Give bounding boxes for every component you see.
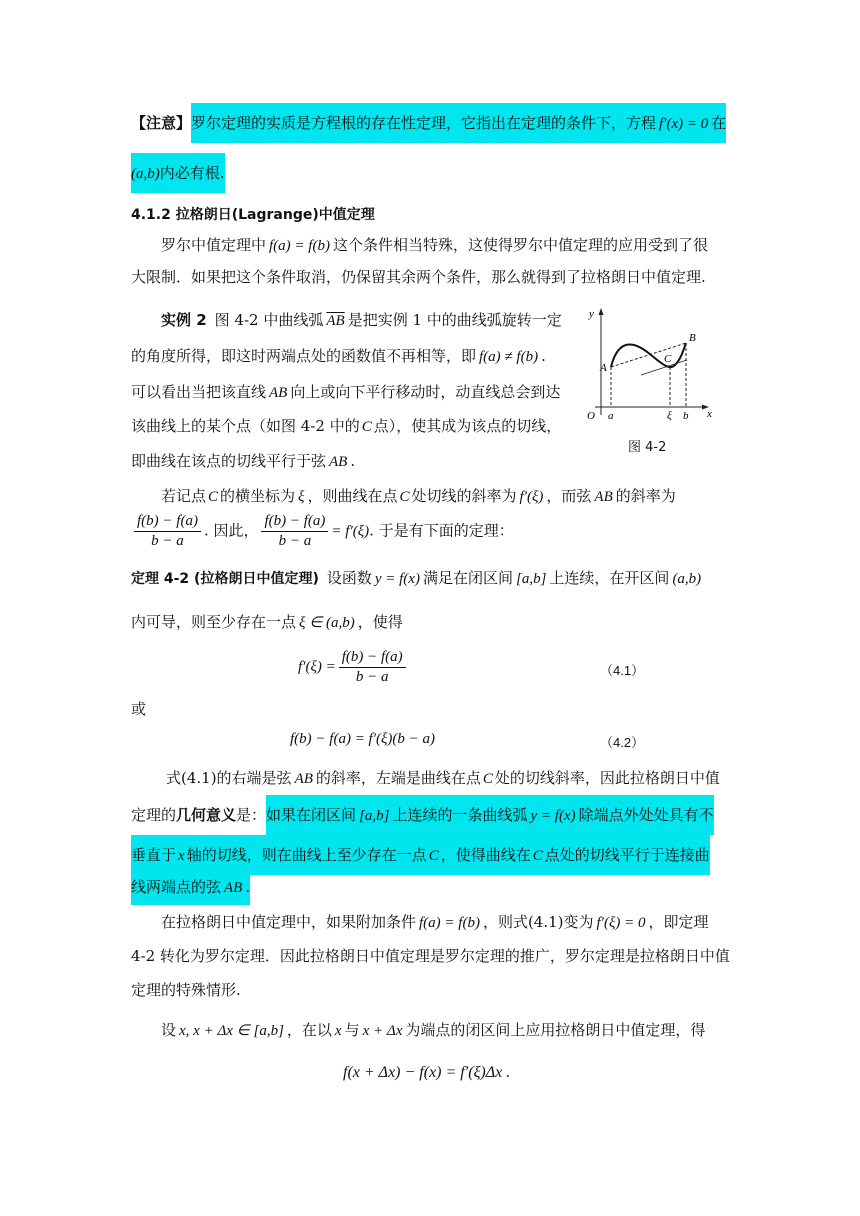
theorem-label: 定理 4-2 (拉格朗日中值定理): [131, 571, 319, 587]
special-line-2: 4-2 转化为罗尔定理．因此拉格朗日中值定理是罗尔定理的推广，罗尔定理是拉格朗日中值: [131, 947, 730, 965]
geom-hl-2f: 点处的切线平行于连接曲: [544, 846, 710, 864]
or-text: 或: [131, 700, 147, 718]
theorem-text-1c: 上连续，在开区间: [549, 569, 670, 587]
geom-line-2: [131, 795, 714, 835]
theorem-line-2: [131, 611, 403, 632]
special-line-3: 定理的特殊情形.: [131, 981, 241, 999]
geom-hl-ab: AB: [224, 880, 243, 896]
geom-highlight-3: [131, 869, 250, 905]
special-line-1: [161, 911, 709, 932]
special-eq: f(a) = f(b): [419, 915, 480, 931]
example-eq: f(a) ≠ f(b): [479, 349, 539, 365]
theorem-text-2a: 内可导，则至少存在一点: [131, 613, 297, 631]
slope-fraction-1: [134, 513, 201, 550]
theorem-text-2b: ，使得: [357, 613, 403, 631]
example-text-3a: 可以看出当把该直线: [131, 383, 267, 401]
example-line-3: [131, 381, 560, 402]
slope-fraction-1-den: b − a: [151, 533, 184, 549]
geom-hl-1b: 上连续的一条曲线弧: [392, 806, 528, 824]
slope-text-c: ，则曲线在点: [307, 487, 398, 505]
last-var-xdx: x + Δx: [362, 1023, 403, 1039]
formula-4-2-number: （4.2）: [600, 735, 645, 750]
note-interval: (a,b): [131, 166, 160, 182]
slope-line-1: [161, 485, 676, 506]
geom-line-1: [166, 767, 720, 788]
figure-caption: 图 4-2: [628, 440, 667, 455]
slope-text-b: 的横坐标为: [220, 487, 296, 505]
label-point-b: B: [689, 332, 696, 344]
slope-var-ab: AB: [594, 489, 613, 505]
slope-text-d: 处切线的斜率为: [411, 487, 517, 505]
geom-hl-2a: 垂直于: [131, 846, 177, 864]
intro-text-1a: 罗尔中值定理中: [161, 236, 267, 254]
theorem-xi-in: ξ ∈ (a,b): [299, 615, 355, 631]
label-x: x: [707, 408, 712, 420]
example-line-4: [131, 415, 561, 436]
special-eq2: f′(ξ) = 0: [596, 915, 646, 931]
slope-fraction-2-den: b − a: [278, 533, 312, 549]
geom-hl-1c: 除端点外处处具有不: [578, 806, 714, 824]
geom-text-1b: 的斜率，左端是曲线在点: [315, 769, 481, 787]
geom-hl-interval: [a,b]: [359, 808, 390, 824]
example-text-1a: 图 4-2 中曲线弧: [214, 311, 324, 329]
formula-4-1-den: b − a: [355, 669, 389, 685]
special-text-1b: ，则式(4.1)变为: [482, 913, 594, 931]
example-text-4a: 该曲线上的某个点（如图 4-2 中的: [131, 417, 360, 435]
label-point-a: A: [600, 362, 607, 374]
theorem-interval-open: (a,b): [672, 571, 702, 587]
theorem-text-1a: 设函数: [326, 569, 372, 587]
formula-4-1-number: （4.1）: [600, 663, 645, 678]
last-var-x: x: [334, 1023, 342, 1039]
geom-hl-c: C: [428, 848, 439, 864]
note-text-2: 内必有根.: [159, 164, 225, 182]
note-equation: f′(x) = 0: [659, 116, 709, 132]
geom-hl-1a: 如果在闭区间: [266, 806, 357, 824]
geom-hl-eq: y = f(x): [530, 808, 576, 824]
geom-hl-x: x: [178, 848, 185, 864]
example-text-5a: 即曲线在该点的切线平行于弦: [131, 452, 327, 470]
example-text-1b: 是把实例 1 中的曲线弧旋转一定: [347, 311, 562, 329]
theorem-line-1: [131, 567, 701, 588]
example-line-2: [131, 345, 546, 366]
slope-text-a: 若记点: [161, 487, 207, 505]
example-text-3b: 向上或向下平行移动时，动直线总会到达: [290, 383, 561, 401]
geom-text-2b: 是：: [236, 806, 267, 824]
example-var-ab-2: AB: [329, 454, 348, 470]
example-var-ab: AB: [269, 385, 288, 401]
example-line-1: [161, 309, 562, 330]
last-text-a: 设: [161, 1021, 177, 1039]
example-var-c: C: [361, 419, 372, 435]
label-a: a: [608, 410, 614, 422]
note-highlight-2: [131, 153, 225, 193]
last-line-1: [161, 1019, 705, 1040]
geom-hl-c2: C: [532, 848, 543, 864]
example-label: 实例 2: [161, 311, 207, 329]
slope-line-2: [131, 513, 514, 550]
example-text-4b: 点），使其成为该点的切线，: [373, 417, 562, 435]
note-line-2: [131, 153, 225, 193]
slope-text-2a: . 因此，: [203, 521, 259, 540]
slope-text-e: ，而弦: [546, 487, 592, 505]
geom-hl-2b: 轴的切线，则在曲线上至少存在一点: [186, 846, 427, 864]
y-axis-arrow: [599, 308, 604, 315]
figure-4-2: [575, 305, 735, 430]
example-text-2b: .: [541, 347, 546, 365]
slope-var-c2: C: [399, 489, 410, 505]
example-text-5b: .: [350, 452, 356, 470]
geom-hl-3b: .: [245, 878, 251, 896]
theorem-text-1b: 满足在闭区间: [422, 569, 513, 587]
geom-var-c: C: [482, 771, 493, 787]
last-text-c: 与: [344, 1021, 360, 1039]
theorem-interval-closed: [a,b]: [515, 571, 547, 587]
slope-text-f: 的斜率为: [615, 487, 676, 505]
intro-line-2: 大限制．如果把这个条件取消，仍保留其余两个条件，那么就得到了拉格朗日中值定理.: [131, 268, 706, 286]
theorem-eq: y = f(x): [374, 571, 420, 587]
example-arc: $\overline{AB}$: [326, 313, 345, 329]
last-text-b: ，在以: [286, 1021, 332, 1039]
intro-line-1: [161, 234, 708, 255]
geom-highlight-1: [266, 795, 714, 835]
slope-text-2b: . 于是有下面的定理：: [369, 521, 514, 540]
formula-4-1-lhs: f′(ξ) =: [298, 659, 336, 675]
slope-xi: ξ: [298, 489, 305, 505]
last-formula: f(x + Δx) − f(x) = f′(ξ)Δx .: [343, 1064, 511, 1081]
intro-eq: f(a) = f(b): [269, 238, 330, 254]
special-text-1a: 在拉格朗日中值定理中，如果附加条件: [161, 913, 417, 931]
geom-hl-3a: 线两端点的弦: [131, 878, 222, 896]
geom-text-2a: 定理的: [131, 806, 177, 824]
note-text-1: 罗尔定理的实质是方程根的存在性定理，它指出在定理的条件下，方程: [191, 114, 657, 132]
slope-fraction-2-num: f(b) − f(a): [261, 513, 328, 532]
section-heading: 4.1.2 拉格朗日(Lagrange)中值定理: [131, 207, 375, 223]
example-text-2a: 的角度所得，即这时两端点处的函数值不再相等，即: [131, 347, 477, 365]
geom-hl-2d: ，使得曲线在: [440, 846, 531, 864]
last-eq: x, x + Δx ∈ [a,b]: [179, 1023, 284, 1039]
geom-var-ab: AB: [294, 771, 313, 787]
formula-4-2: f(b) − f(a) = f′(ξ)(b − a): [290, 731, 436, 747]
note-tag: 【注意】: [131, 114, 192, 132]
note-line-1: [131, 103, 726, 143]
slope-fraction-1-num: f(b) − f(a): [134, 513, 201, 532]
geom-text-1a: 式(4.1)的右端是弦: [166, 769, 292, 787]
formula-4-1-fraction: [339, 649, 406, 686]
geom-text-1c: 处的切线斜率，因此拉格朗日中值: [494, 769, 720, 787]
geom-line-4: [131, 869, 250, 905]
slope-fraction-2: [261, 513, 328, 550]
special-text-1c: ，即定理: [648, 913, 709, 931]
note-text-1-end: 在: [711, 114, 727, 132]
note-highlight-1: [191, 103, 726, 143]
slope-eq: f′(ξ): [519, 489, 544, 505]
label-y: y: [589, 308, 594, 320]
formula-4-1: [298, 649, 409, 686]
label-origin: O: [587, 410, 595, 422]
example-line-5: [131, 450, 355, 471]
formula-4-1-num: f(b) − f(a): [339, 649, 406, 668]
label-point-c: C: [664, 353, 672, 365]
slope-eq-tail: = f′(ξ): [331, 523, 370, 540]
intro-text-1b: 这个条件相当特殊，这使得罗尔中值定理的应用受到了很: [332, 236, 708, 254]
slope-var-c: C: [208, 489, 219, 505]
last-text-d: 为端点的闭区间上应用拉格朗日中值定理，得: [405, 1021, 706, 1039]
geom-bold-term: 几何意义: [176, 806, 237, 824]
label-b: b: [683, 410, 689, 422]
label-xi: ξ: [667, 410, 672, 422]
